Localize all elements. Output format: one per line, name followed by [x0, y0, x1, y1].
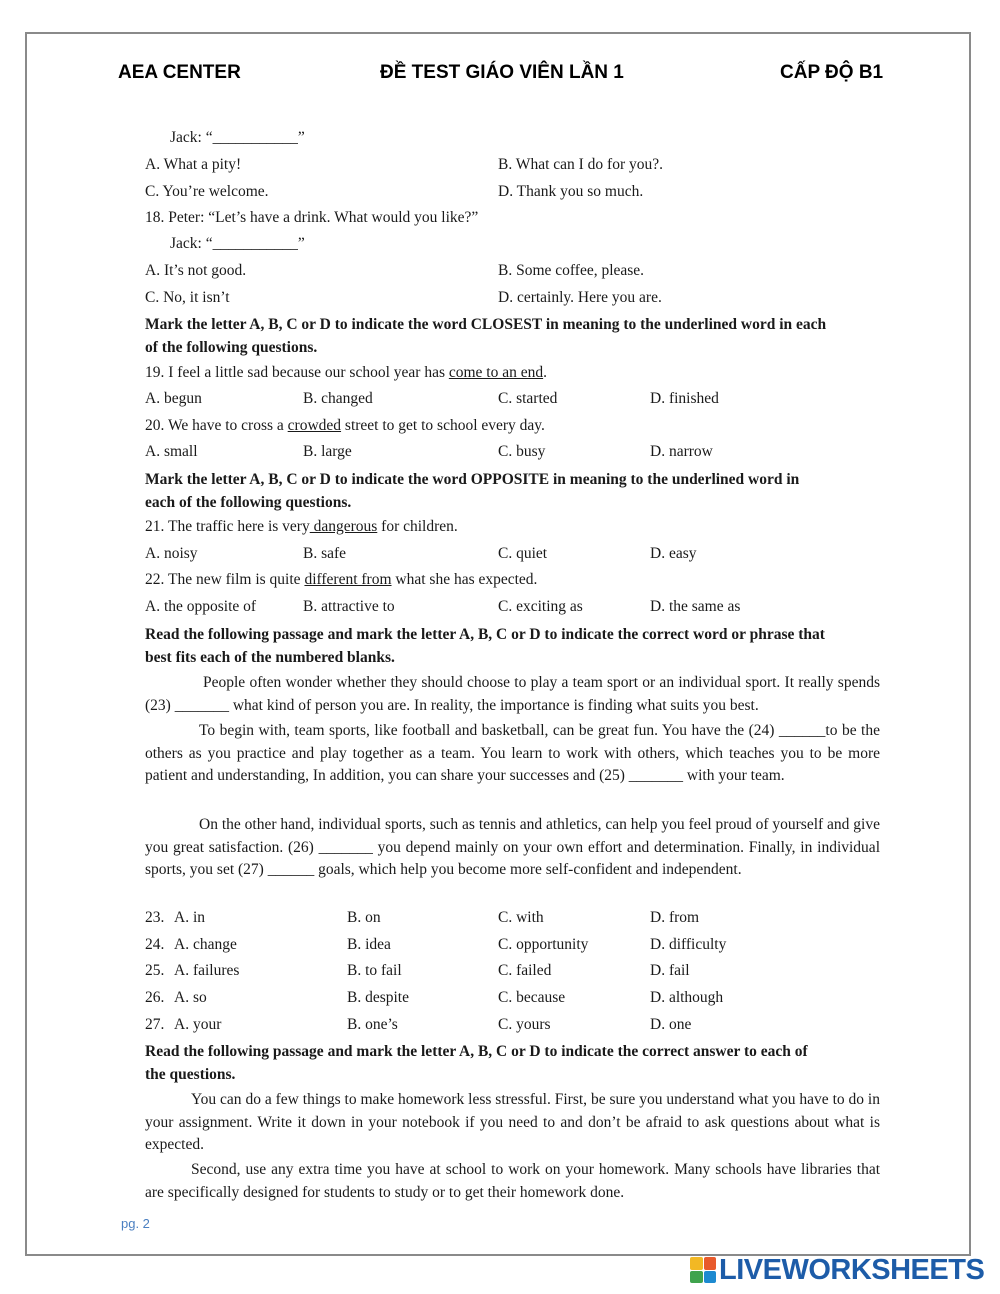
q19-option-b[interactable]: B. changed	[303, 390, 373, 407]
q27-option-a[interactable]: A. your	[174, 1016, 222, 1033]
q21-option-b[interactable]: B. safe	[303, 545, 347, 562]
q25-number: 25.	[145, 962, 165, 979]
q27-option-b[interactable]: B. one’s	[347, 1016, 398, 1033]
q22-stem-post: what she has expected.	[391, 571, 538, 588]
q21-option-a[interactable]: A. noisy	[145, 545, 198, 562]
q17-option-a[interactable]: A. What a pity!	[145, 156, 242, 173]
q18-stem: 18. Peter: “Let’s have a drink. What would you like?”	[145, 209, 479, 226]
q25-option-c[interactable]: C. failed	[498, 962, 552, 979]
q18-option-a[interactable]: A. It’s not good.	[145, 262, 247, 279]
q22-option-d[interactable]: D. the same as	[650, 598, 741, 615]
header-left: AEA CENTER	[118, 62, 241, 83]
q17-option-c[interactable]: C. You’re welcome.	[145, 183, 269, 200]
instruction-closest-line1: Mark the letter A, B, C or D to indicate the word CLOSEST in meaning to the underlined word in each	[145, 316, 827, 333]
q22-option-b[interactable]: B. attractive to	[303, 598, 395, 615]
passage1-paragraph3: On the other hand, individual sports, such as tennis and athletics, can help you feel proud of yourself and give you great satisfaction. (26) _______ you depend mainly on your own effort and determination. Finally, in individual sports, you set (27) ______ goals, which help you become more self-confident and independent.	[145, 816, 880, 878]
q20-option-c[interactable]: C. busy	[498, 443, 546, 460]
instruction-opposite-line1: Mark the letter A, B, C or D to indicate the word OPPOSITE in meaning to the underlined word in	[145, 471, 800, 488]
q24-number: 24.	[145, 936, 165, 953]
passage2-paragraph1: You can do a few things to make homework less stressful. First, be sure you understand what you have to do in your assignment. Write it down in your notebook if you need to and don’t be afraid to ask questions about what is expected.	[145, 1091, 880, 1153]
q21-option-c[interactable]: C. quiet	[498, 545, 548, 562]
q17-jack-line: Jack: “___________”	[170, 129, 305, 146]
q25-option-a[interactable]: A. failures	[174, 962, 240, 979]
q20-option-d[interactable]: D. narrow	[650, 443, 713, 460]
q24-option-c[interactable]: C. opportunity	[498, 936, 589, 953]
q27-option-c[interactable]: C. yours	[498, 1016, 551, 1033]
q20-stem-post: street to get to school every day.	[341, 417, 545, 434]
instruction-passage1-line1: Read the following passage and mark the letter A, B, C or D to indicate the correct word or phrase that	[145, 626, 825, 643]
q22-underlined: different from	[304, 571, 392, 588]
q20-stem	[145, 416, 545, 436]
q22-option-c[interactable]: C. exciting as	[498, 598, 583, 615]
q20-stem-pre: 20. We have to cross a	[145, 417, 288, 434]
instruction-passage1-line2: best fits each of the numbered blanks.	[145, 649, 395, 666]
q25-option-b[interactable]: B. to fail	[347, 962, 402, 979]
q24-option-b[interactable]: B. idea	[347, 936, 391, 953]
q19-option-c[interactable]: C. started	[498, 390, 558, 407]
liveworksheets-logo[interactable]	[690, 1253, 990, 1287]
q23-option-d[interactable]: D. from	[650, 909, 700, 926]
q22-stem	[145, 570, 537, 590]
q22-stem-pre: 22. The new film is quite	[145, 571, 305, 588]
q26-option-c[interactable]: C. because	[498, 989, 566, 1006]
q27-number: 27.	[145, 1016, 165, 1033]
header-right: CẤP ĐỘ B1	[780, 62, 884, 83]
q19-option-a[interactable]: A. begun	[145, 390, 202, 407]
q20-option-b[interactable]: B. large	[303, 443, 352, 460]
q17-option-b[interactable]: B. What can I do for you?.	[498, 156, 663, 173]
q21-stem-post: for children.	[377, 518, 458, 535]
q20-underlined: crowded	[287, 417, 342, 434]
q23-option-b[interactable]: B. on	[347, 909, 381, 926]
passage2-paragraph2: Second, use any extra time you have at school to work on your homework. Many schools have libraries that are specifically designed for students to study or to get their homework done.	[145, 1161, 880, 1201]
q18-jack-line: Jack: “___________”	[170, 235, 305, 252]
passage1-paragraph2: To begin with, team sports, like football and basketball, can be great fun. You have the (24) ______to be the others as you practice and play together as a team. You learn to work with others, which teaches you to be more patient and understanding, In addition, you can share your successes and (25) _______ with your team.	[145, 722, 880, 784]
q17-option-d[interactable]: D. Thank you so much.	[498, 183, 644, 200]
q21-stem-pre: 21. The traffic here is very	[145, 518, 310, 535]
q26-option-a[interactable]: A. so	[174, 989, 207, 1006]
q24-option-a[interactable]: A. change	[174, 936, 237, 953]
q21-underlined: dangerous	[309, 518, 378, 535]
liveworksheets-logo-text: LIVEWORKSHEETS	[719, 1253, 985, 1286]
q22-option-a[interactable]: A. the opposite of	[145, 598, 257, 615]
q25-option-d[interactable]: D. fail	[650, 962, 690, 979]
q23-option-a[interactable]: A. in	[174, 909, 205, 926]
q26-option-d[interactable]: D. although	[650, 989, 724, 1006]
q18-option-b[interactable]: B. Some coffee, please.	[498, 262, 645, 279]
instruction-passage2-line1: Read the following passage and mark the letter A, B, C or D to indicate the correct answer to each of	[145, 1043, 808, 1060]
q21-stem	[145, 517, 458, 537]
instruction-closest-line2: of the following questions.	[145, 339, 318, 356]
q19-stem-pre: 19. I feel a little sad because our school year has	[145, 364, 449, 381]
q18-option-c[interactable]: C. No, it isn’t	[145, 289, 230, 306]
q20-option-a[interactable]: A. small	[145, 443, 198, 460]
q26-number: 26.	[145, 989, 165, 1006]
q23-number: 23.	[145, 909, 165, 926]
q18-option-d[interactable]: D. certainly. Here you are.	[498, 289, 662, 306]
passage1-paragraph1: People often wonder whether they should choose to play a team sport or an individual sport. It really spends (23) _______ what kind of person you are. In reality, the importance is finding what suits you best.	[145, 674, 880, 714]
instruction-passage2-line2: the questions.	[145, 1066, 236, 1083]
instruction-opposite-line2: each of the following questions.	[145, 494, 352, 511]
q26-option-b[interactable]: B. despite	[347, 989, 409, 1006]
q19-underlined: come to an end	[448, 364, 544, 381]
q19-option-d[interactable]: D. finished	[650, 390, 719, 407]
q19-stem-post: .	[543, 364, 547, 381]
q23-option-c[interactable]: C. with	[498, 909, 544, 926]
liveworksheets-logo-icon	[690, 1257, 716, 1283]
page-number: pg. 2	[121, 1216, 150, 1231]
header-center: ĐỀ TEST GIÁO VIÊN LẦN 1	[380, 62, 624, 83]
q27-option-d[interactable]: D. one	[650, 1016, 692, 1033]
q21-option-d[interactable]: D. easy	[650, 545, 697, 562]
q19-stem	[145, 363, 547, 383]
q24-option-d[interactable]: D. difficulty	[650, 936, 727, 953]
